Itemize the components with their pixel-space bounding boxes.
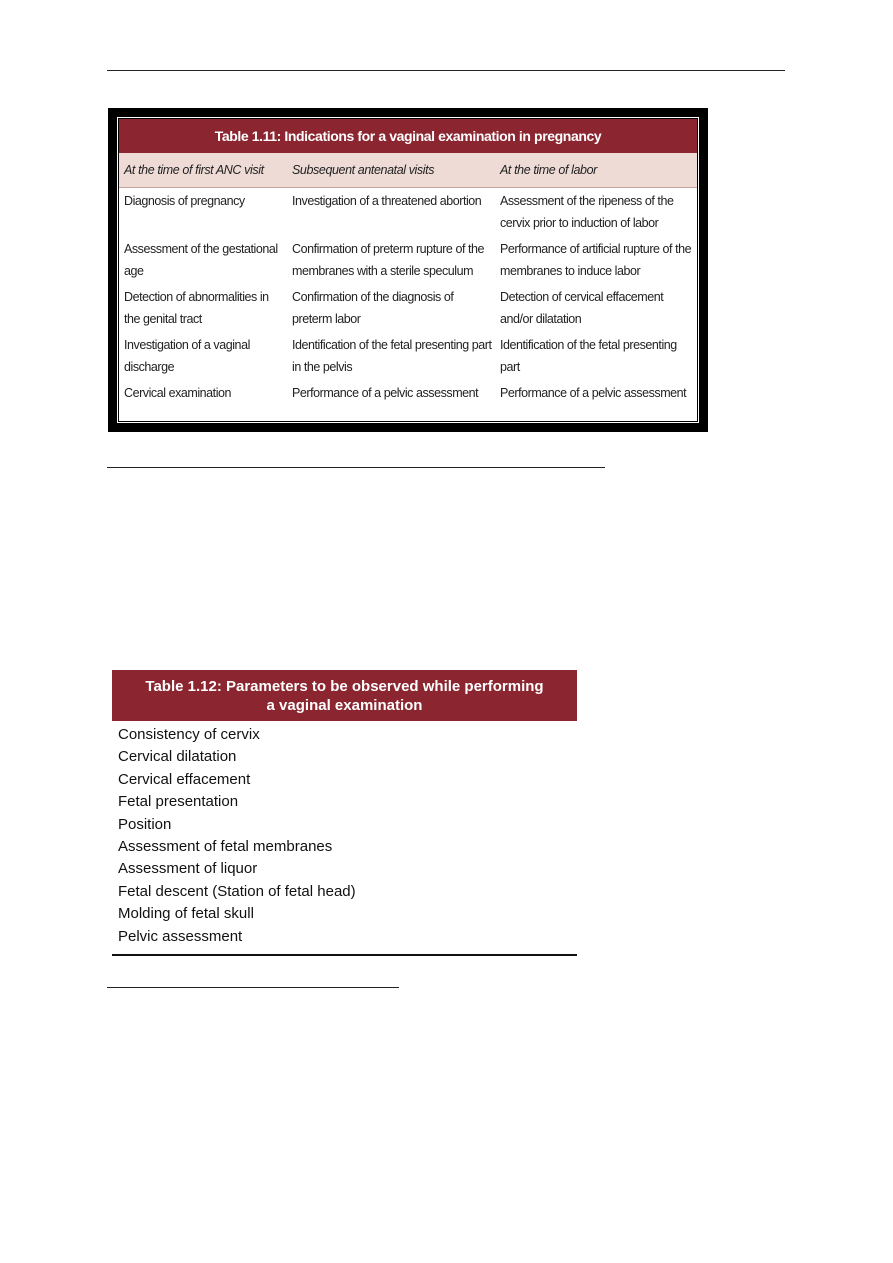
table-1-12-title: [112, 670, 577, 721]
table-cell: Assessment of the ripeness of the cervix prior to induction of labor: [500, 194, 674, 230]
table-cell: Confirmation of the diagnosis of preterm labor: [292, 290, 454, 326]
list-item: Fetal presentation: [118, 793, 239, 811]
table-row: [119, 286, 697, 334]
list-item: Consistency of cervix: [118, 726, 260, 743]
list-item: Pelvic assessment: [118, 927, 243, 945]
table-1-11-header-row: [119, 153, 697, 188]
table-cell: Cervical examination: [124, 386, 232, 400]
section-rule: [107, 987, 399, 988]
list-item: Cervical effacement: [118, 770, 251, 788]
header-rule: [107, 70, 785, 71]
table-row: [119, 238, 697, 286]
list-item: Position: [118, 815, 172, 833]
table-cell: Performance of a pelvic assessment: [292, 386, 479, 400]
column-header: Subsequent antenatal visits: [292, 163, 435, 177]
table-1-11: [116, 116, 700, 424]
section-rule: [107, 467, 605, 468]
table-1-12-title-line: Table 1.12: Parameters to be observed while performing: [145, 678, 544, 695]
parameter-list: [112, 721, 577, 956]
table-row: [119, 188, 697, 238]
table-cell: Performance of artificial rupture of the membranes to induce labor: [500, 242, 692, 278]
list-item: Assessment of fetal membranes: [118, 838, 333, 856]
table-cell: Investigation of a threatened abortion: [292, 194, 482, 208]
table-cell: Performance of a pelvic assessment: [500, 386, 687, 400]
list-item: Fetal descent (Station of fetal head): [118, 882, 356, 900]
table-1-12-title-line: a vaginal examination: [266, 697, 423, 714]
table-1-11-figure: [108, 108, 708, 432]
table-row: [119, 334, 697, 382]
list-item: Cervical dilatation: [118, 748, 237, 766]
table-1-11-title: Table 1.11: Indications for a vaginal examination in pregnancy: [119, 119, 697, 153]
table-cell: Detection of cervical effacement and/or dilatation: [500, 290, 664, 326]
table-cell: Identification of the fetal presenting part: [500, 338, 677, 374]
table-cell: Diagnosis of pregnancy: [124, 194, 245, 208]
table-cell: Investigation of a vaginal discharge: [124, 338, 250, 374]
list-item: Molding of fetal skull: [118, 905, 254, 923]
table-cell: Identification of the fetal presenting part in the pelvis: [292, 338, 492, 374]
table-cell: Detection of abnormalities in the genital tract: [124, 290, 269, 326]
table-cell: Assessment of the gestational age: [124, 242, 278, 278]
table-1-12: [112, 670, 577, 956]
table-cell: Confirmation of preterm rupture of the membranes with a sterile speculum: [292, 242, 485, 278]
column-header: At the time of labor: [500, 163, 597, 177]
table-row: [119, 382, 697, 406]
column-header: At the time of first ANC visit: [124, 163, 264, 177]
list-item: Assessment of liquor: [118, 860, 258, 878]
